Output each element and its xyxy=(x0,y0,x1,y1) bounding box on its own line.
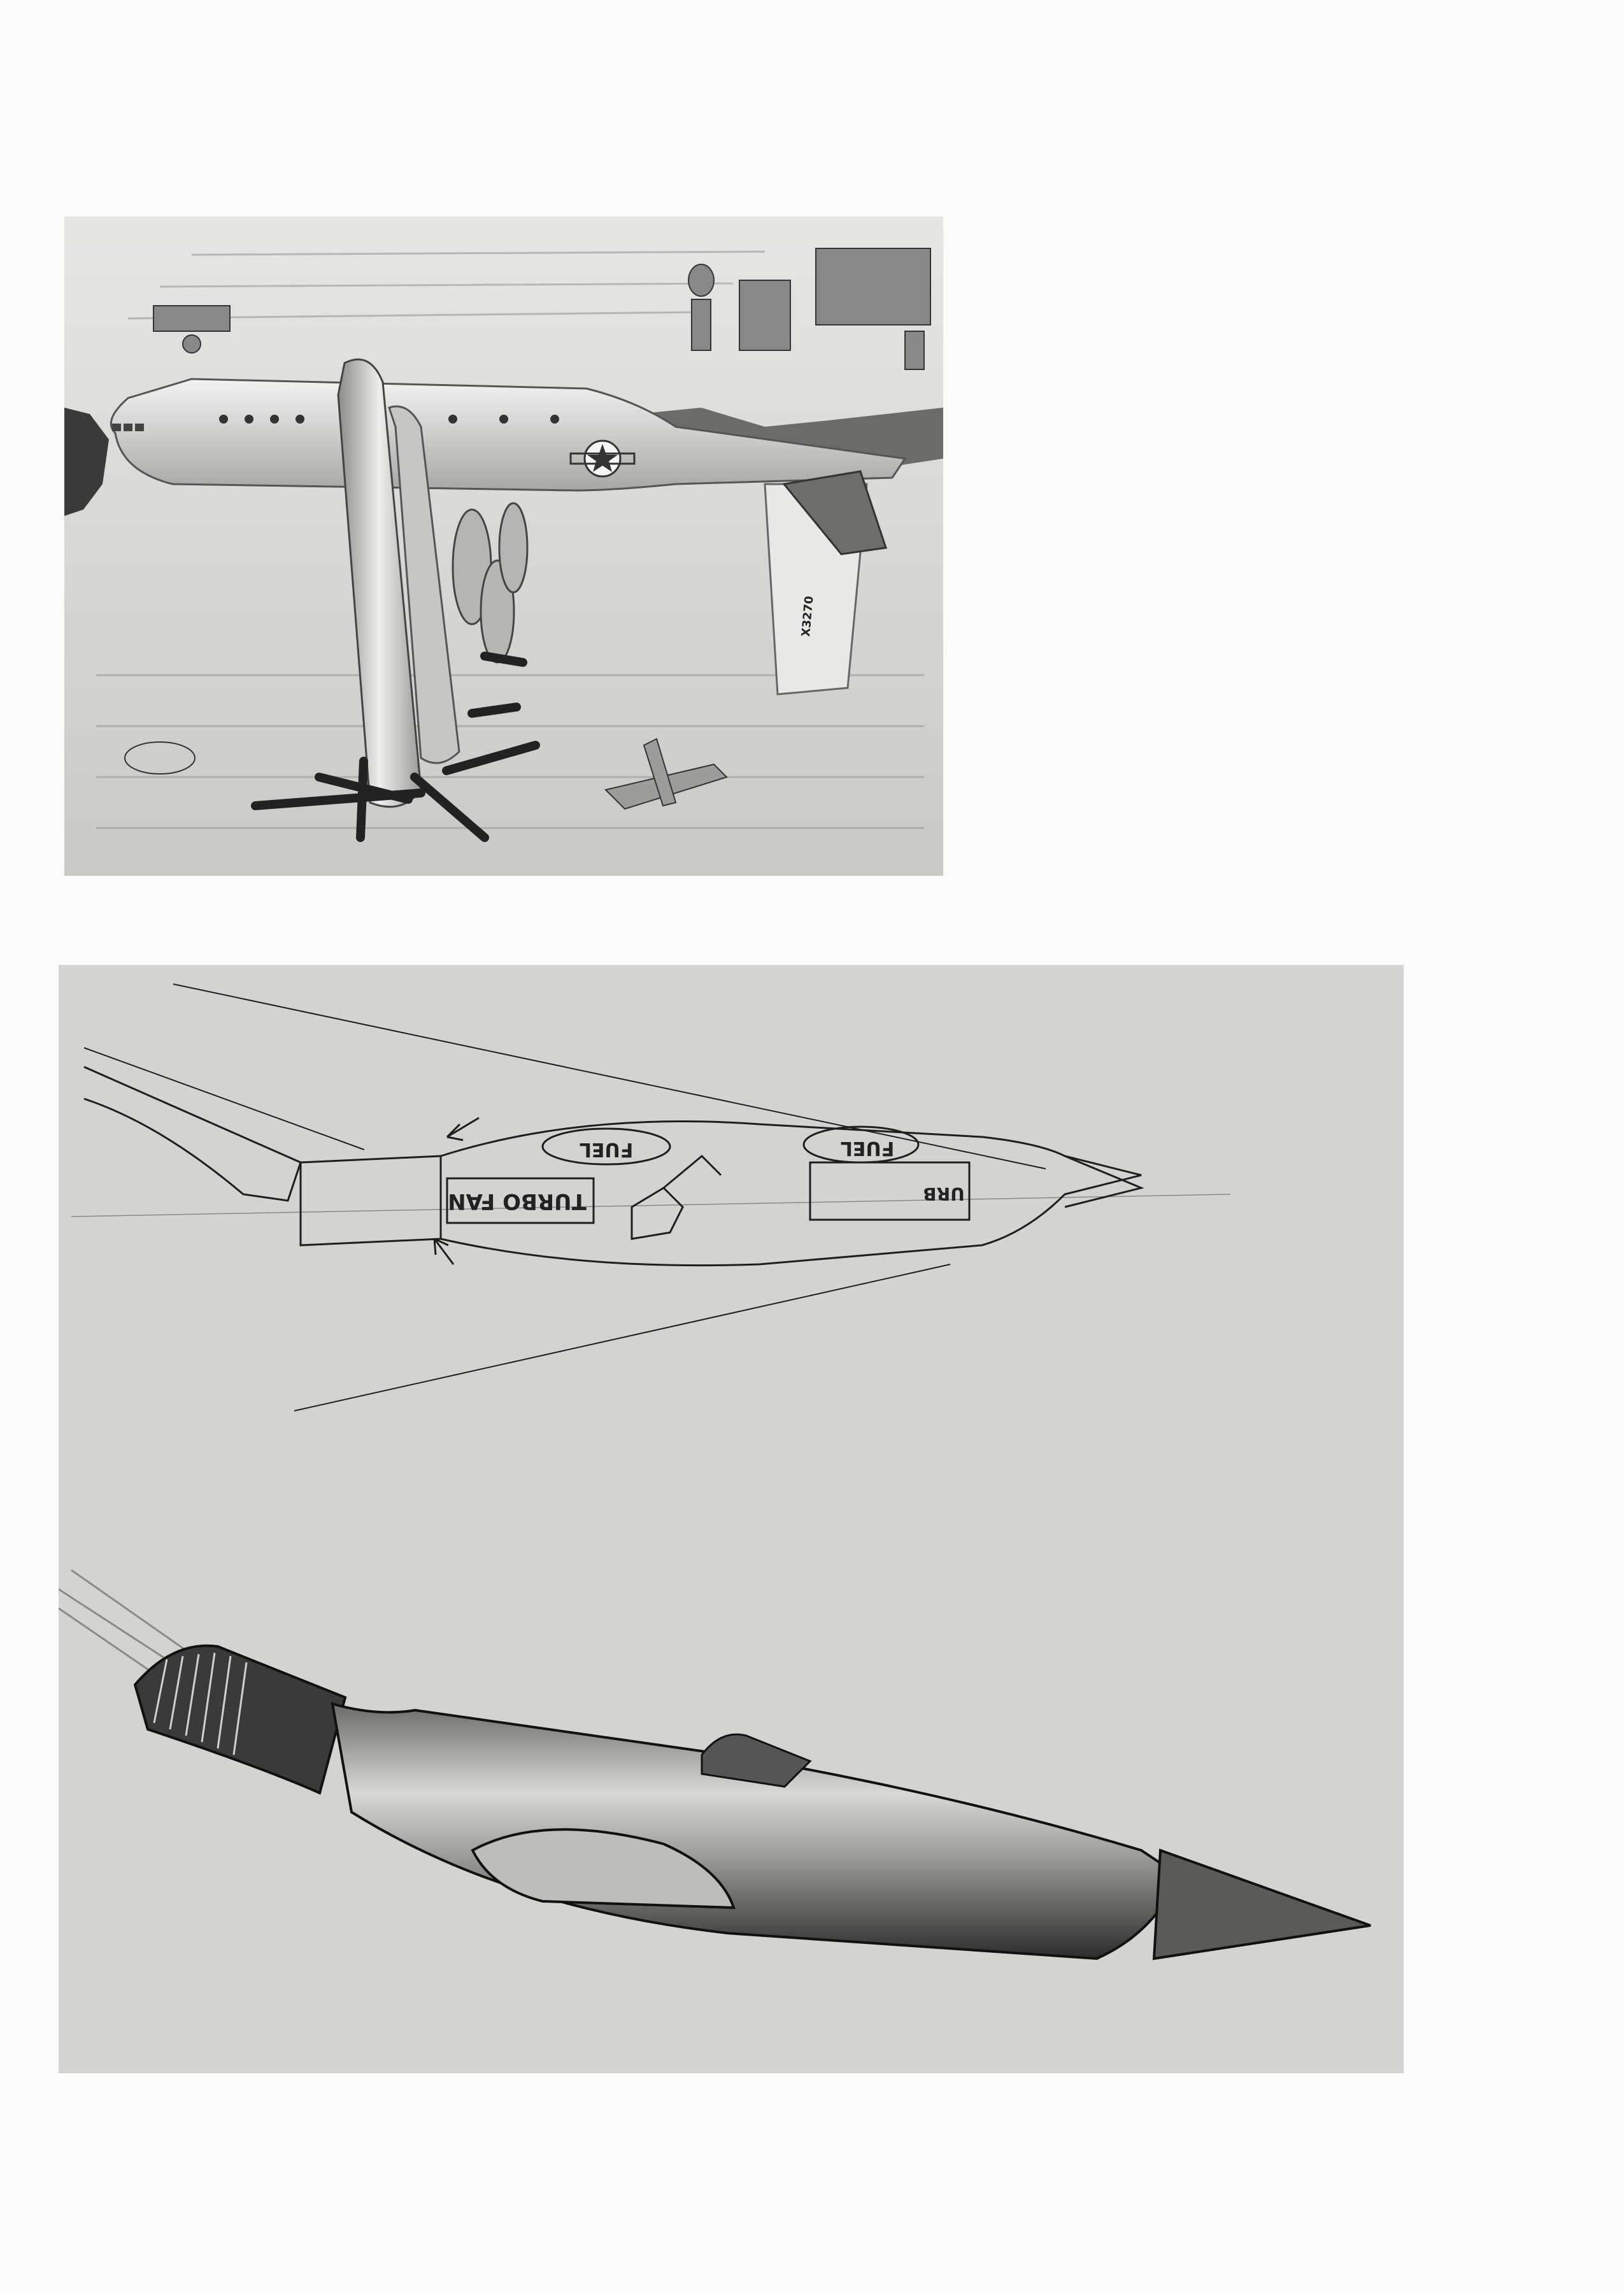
turb-label: URB xyxy=(923,1183,965,1204)
fuel-label-right: FUEL xyxy=(840,1137,895,1159)
aircraft-illustration xyxy=(64,217,943,876)
turbo-fan-label: TURBO FAN xyxy=(448,1189,587,1214)
aircraft-drawing xyxy=(64,217,943,876)
fuel-label-left: FUEL xyxy=(579,1138,634,1161)
fuselage-marking: X3270 xyxy=(799,595,816,638)
turbofan-drawing xyxy=(59,965,1404,2073)
turbofan-vehicle-illustration xyxy=(59,965,1404,2073)
